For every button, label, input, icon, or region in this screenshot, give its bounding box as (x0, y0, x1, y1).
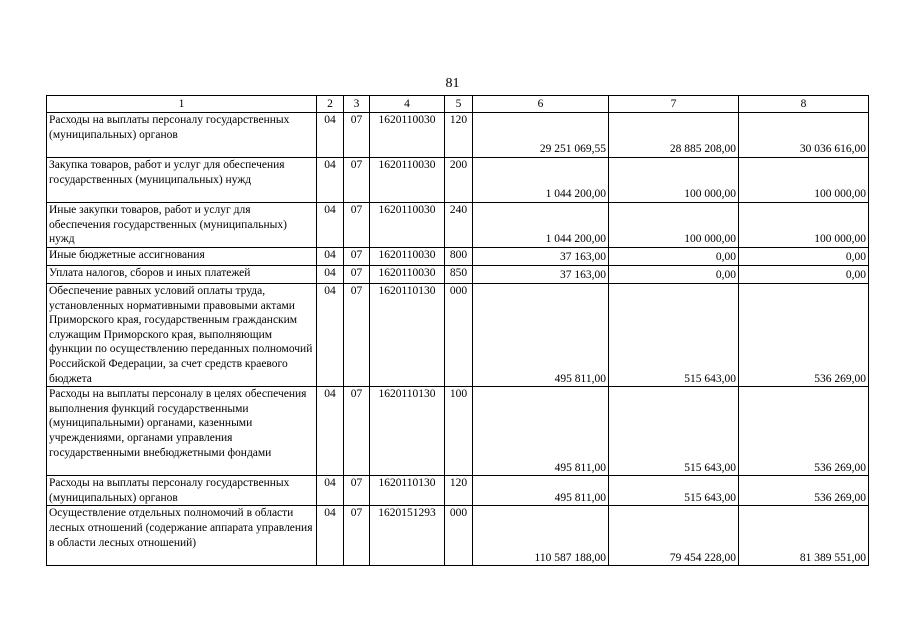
header-cell: 2 (317, 96, 344, 113)
subsection-code-cell: 07 (344, 158, 370, 203)
section-code-cell: 04 (317, 266, 344, 284)
header-cell: 4 (370, 96, 445, 113)
amount-col8-cell: 0,00 (739, 266, 869, 284)
amount-col8-cell: 81 389 551,00 (739, 506, 869, 566)
target-article-cell: 1620110030 (370, 203, 445, 248)
subsection-code-cell: 07 (344, 284, 370, 387)
row-name-cell: Уплата налогов, сборов и иных платежей (47, 266, 317, 284)
section-code-cell: 04 (317, 506, 344, 566)
amount-col7-cell: 100 000,00 (609, 203, 739, 248)
amount-col6-cell: 495 811,00 (473, 284, 609, 387)
expense-type-cell: 800 (445, 248, 473, 266)
budget-table (46, 95, 869, 566)
expense-type-cell: 240 (445, 203, 473, 248)
section-code-cell: 04 (317, 284, 344, 387)
page-number: 81 (445, 76, 460, 91)
expense-type-cell: 000 (445, 506, 473, 566)
target-article-cell: 1620110030 (370, 248, 445, 266)
section-code-cell: 04 (317, 158, 344, 203)
header-row (47, 96, 869, 113)
row-name-cell: Иные закупки товаров, работ и услуг для обеспечения государственных (муниципальных) нужд (47, 203, 317, 248)
amount-col7-cell: 28 885 208,00 (609, 113, 739, 158)
amount-col7-cell: 0,00 (609, 266, 739, 284)
section-code-cell: 04 (317, 113, 344, 158)
target-article-cell: 1620110030 (370, 158, 445, 203)
section-code-cell: 04 (317, 248, 344, 266)
target-article-cell: 1620110030 (370, 266, 445, 284)
table-row (47, 113, 869, 158)
header-cell: 8 (739, 96, 869, 113)
subsection-code-cell: 07 (344, 266, 370, 284)
amount-col8-cell: 536 269,00 (739, 284, 869, 387)
amount-col8-cell: 30 036 616,00 (739, 113, 869, 158)
row-name-cell: Расходы на выплаты персоналу в целях обеспечения выполнения функций государственными (муниципальными) органами, казенными учреждениями, органами управления государственными внебюджетными фондами (47, 387, 317, 476)
amount-col7-cell: 515 643,00 (609, 284, 739, 387)
header-cell: 7 (609, 96, 739, 113)
table-row (47, 203, 869, 248)
target-article-cell: 1620110030 (370, 113, 445, 158)
table-row (47, 284, 869, 387)
header-cell: 6 (473, 96, 609, 113)
subsection-code-cell: 07 (344, 113, 370, 158)
expense-type-cell: 850 (445, 266, 473, 284)
expense-type-cell: 000 (445, 284, 473, 387)
amount-col6-cell: 495 811,00 (473, 476, 609, 506)
amount-col8-cell: 0,00 (739, 248, 869, 266)
target-article-cell: 1620110130 (370, 476, 445, 506)
amount-col6-cell: 495 811,00 (473, 387, 609, 476)
amount-col6-cell: 1 044 200,00 (473, 158, 609, 203)
header-cell: 1 (47, 96, 317, 113)
table-row (47, 506, 869, 566)
amount-col8-cell: 100 000,00 (739, 158, 869, 203)
table-row (47, 476, 869, 506)
section-code-cell: 04 (317, 203, 344, 248)
expense-type-cell: 120 (445, 113, 473, 158)
amount-col8-cell: 536 269,00 (739, 387, 869, 476)
expense-type-cell: 200 (445, 158, 473, 203)
table-row (47, 158, 869, 203)
row-name-cell: Расходы на выплаты персоналу государственных (муниципальных) органов (47, 476, 317, 506)
header-cell: 3 (344, 96, 370, 113)
subsection-code-cell: 07 (344, 248, 370, 266)
subsection-code-cell: 07 (344, 476, 370, 506)
target-article-cell: 1620151293 (370, 506, 445, 566)
amount-col6-cell: 37 163,00 (473, 248, 609, 266)
target-article-cell: 1620110130 (370, 387, 445, 476)
row-name-cell: Иные бюджетные ассигнования (47, 248, 317, 266)
amount-col6-cell: 110 587 188,00 (473, 506, 609, 566)
subsection-code-cell: 07 (344, 203, 370, 248)
amount-col7-cell: 0,00 (609, 248, 739, 266)
amount-col7-cell: 515 643,00 (609, 387, 739, 476)
row-name-cell: Обеспечение равных условий оплаты труда, установленных нормативными правовыми актами Приморского края, государственным гражданским служащим Приморского края, выполняющим функции по осуществлению переданных полномочий Российской Федерации, за счет средств краевого бюджета (47, 284, 317, 387)
row-name-cell: Расходы на выплаты персоналу государственных (муниципальных) органов (47, 113, 317, 158)
subsection-code-cell: 07 (344, 387, 370, 476)
expense-type-cell: 120 (445, 476, 473, 506)
target-article-cell: 1620110130 (370, 284, 445, 387)
table-row (47, 387, 869, 476)
table-row (47, 266, 869, 284)
subsection-code-cell: 07 (344, 506, 370, 566)
amount-col8-cell: 536 269,00 (739, 476, 869, 506)
section-code-cell: 04 (317, 476, 344, 506)
amount-col7-cell: 100 000,00 (609, 158, 739, 203)
expense-type-cell: 100 (445, 387, 473, 476)
header-cell: 5 (445, 96, 473, 113)
amount-col7-cell: 79 454 228,00 (609, 506, 739, 566)
row-name-cell: Закупка товаров, работ и услуг для обеспечения государственных (муниципальных) нужд (47, 158, 317, 203)
section-code-cell: 04 (317, 387, 344, 476)
row-name-cell: Осуществление отдельных полномочий в области лесных отношений (содержание аппарата управления в области лесных отношений) (47, 506, 317, 566)
amount-col6-cell: 29 251 069,55 (473, 113, 609, 158)
table-row (47, 248, 869, 266)
amount-col7-cell: 515 643,00 (609, 476, 739, 506)
amount-col8-cell: 100 000,00 (739, 203, 869, 248)
amount-col6-cell: 1 044 200,00 (473, 203, 609, 248)
amount-col6-cell: 37 163,00 (473, 266, 609, 284)
